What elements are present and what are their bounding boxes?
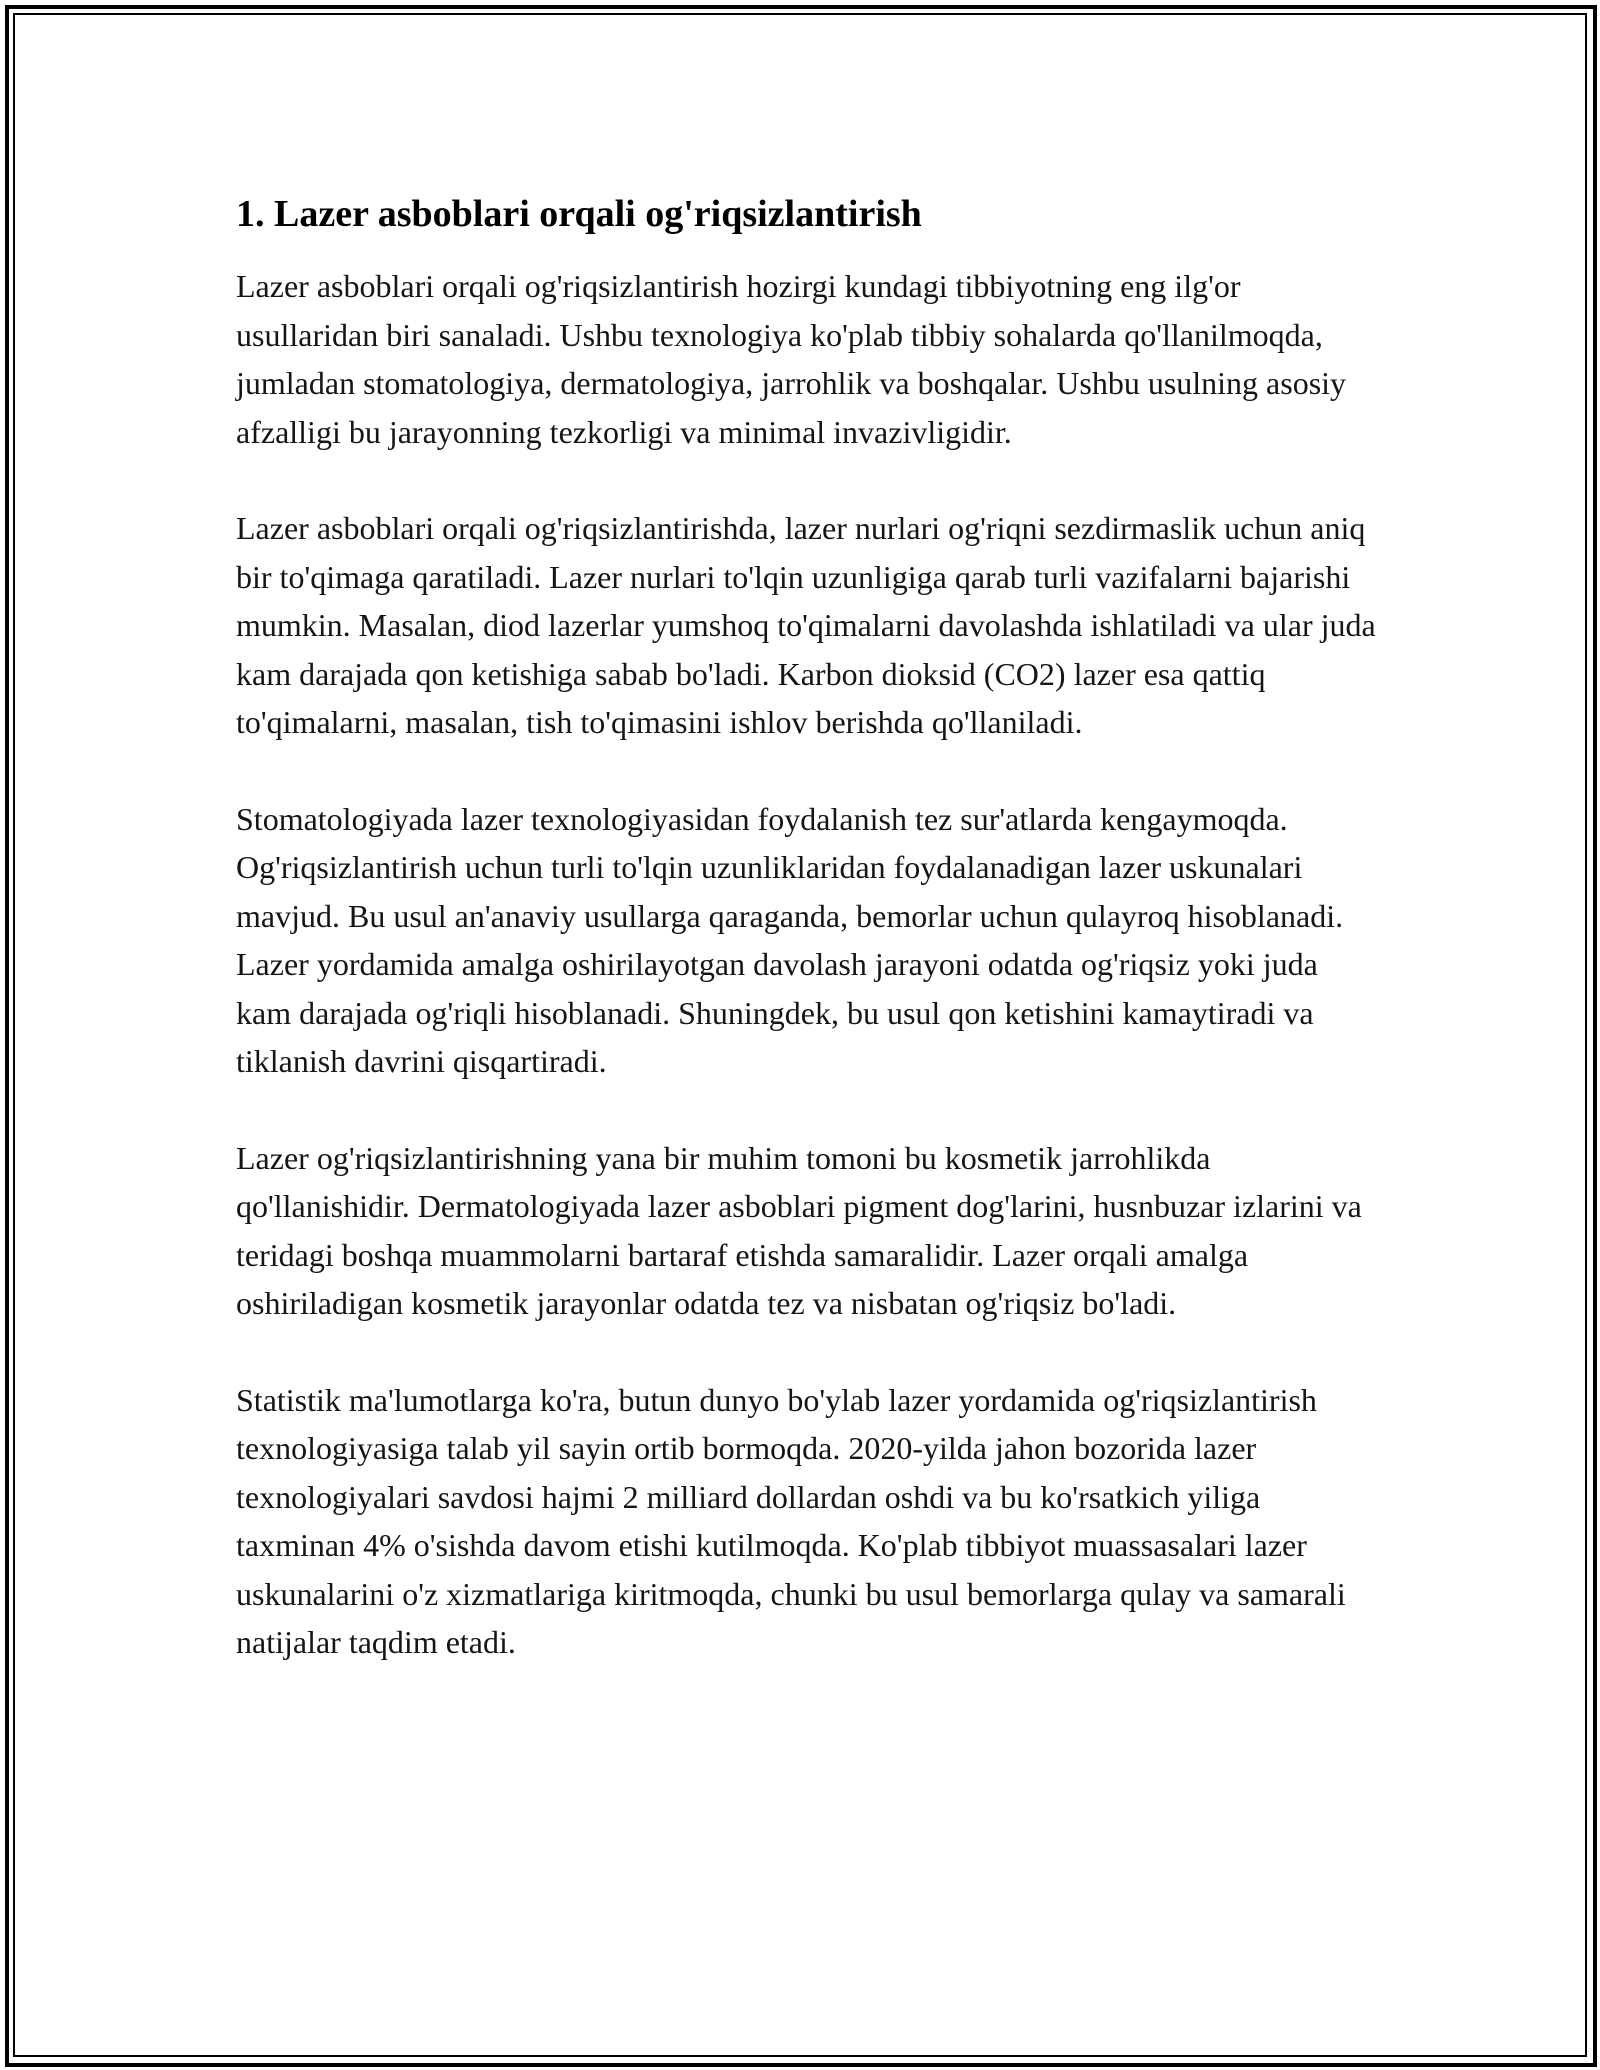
paragraph-statistics: Statistik ma'lumotlarga ko'ra, butun dunyo bo'ylab lazer yordamida og'riqsizlantirish texnologiyasiga talab yil sayin ortib bormoqda. 2020-yilda jahon bozorida lazer texnologiyalari savdosi hajmi 2 milliard dollardan oshdi va bu ko'rsatkich yiliga taxminan 4% o'sishda davom etishi kutilmoqda. Ko'plab tibbiyot muassasalari lazer uskunalarini o'z xizmatlariga kiritmoqda, chunki bu usul bemorlarga qulay va samarali natijalar taqdim etadi. <box>236 1381 1346 1660</box>
paragraph-laser-beams: Lazer asboblari orqali og'riqsizlantirishda, lazer nurlari og'riqni sezdirmaslik uchun aniq bir to'qimaga qaratiladi. Lazer nurlari to'lqin uzunligiga qarab turli vazifalarni bajarishi mumkin. Masalan, diod lazerlar yumshoq to'qimalarni davolashda ishlatiladi va ular juda kam darajada qon ketishiga sabab bo'ladi. Karbon dioksid (CO2) lazer esa qattiq to'qimalarni, masalan, tish to'qimasini ishlov berishda qo'llaniladi. <box>236 510 1376 740</box>
paragraph-stomatology: Stomatologiyada lazer texnologiyasidan foydalanish tez sur'atlarda kengaymoqda. Og'riqsizlantirish uchun turli to'lqin uzunliklaridan foydalanadigan lazer uskunalari mavjud. Bu usul an'anaviy usullarga qaraganda, bemorlar uchun qulayroq hisoblanadi. Lazer yordamida amalga oshirilayotgan davolash jarayoni odatda og'riqsiz yoki juda kam darajada og'riqli hisoblanadi. Shuningdek, bu usul qon ketishini kamaytiradi va tiklanish davrini qisqartiradi. <box>236 800 1344 1079</box>
document-body <box>236 188 1376 1715</box>
paragraph-cosmetic-surgery: Lazer og'riqsizlantirishning yana bir muhim tomoni bu kosmetik jarrohlikda qo'llanishidir. Dermatologiyada lazer asboblari pigment dog'larini, husnbuzar izlarini va teridagi boshqa muammolarni bartaraf etishda samaralidir. Lazer orqali amalga oshiriladigan kosmetik jarayonlar odatda tez va nisbatan og'riqsiz bo'ladi. <box>236 1139 1362 1321</box>
paragraph-intro: Lazer asboblari orqali og'riqsizlantirish hozirgi kundagi tibbiyotning eng ilg'or usullaridan biri sanaladi. Ushbu texnologiya ko'plab tibbiy sohalarda qo'llanilmoqda, jumladan stomatologiya, dermatologiya, jarrohlik va boshqalar. Ushbu usulning asosiy afzalligi bu jarayonning tezkorligi va minimal invazivligidir. <box>236 268 1347 450</box>
section-heading: 1. Lazer asboblari orqali og'riqsizlantirish <box>236 193 922 235</box>
